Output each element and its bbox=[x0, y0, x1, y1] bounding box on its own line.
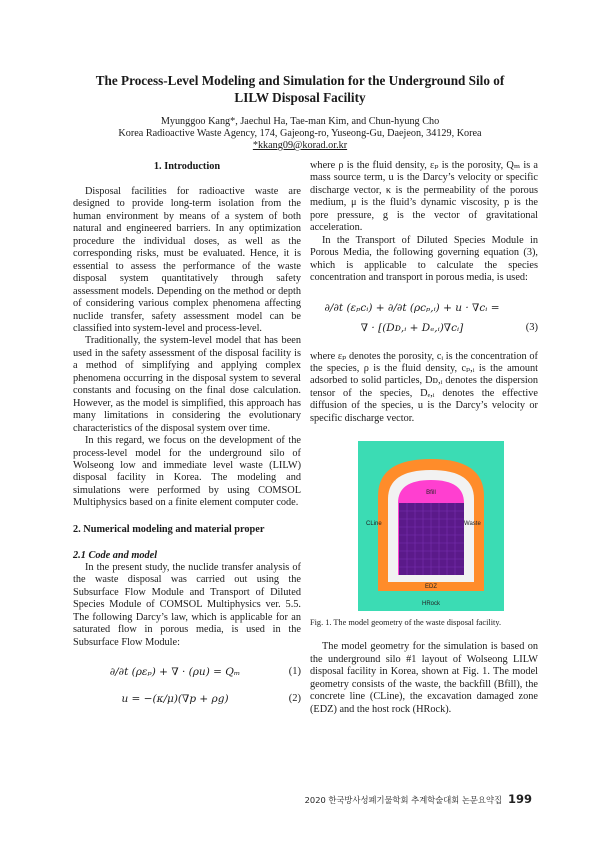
code-paragraph-1: In the present study, the nuclide transfer analysis of the waste disposal was carried out using the Subsurface Flow Module and Transport of Diluted Species Module of COMSOL Multiphysics ver. 5.5. The following Darcy’s law, which is applicable for an saturated flow in porous media, is used in the Subsurface Flow Module: bbox=[73, 561, 301, 648]
equation-3-line-1 bbox=[310, 298, 538, 318]
equation-2 bbox=[73, 689, 301, 709]
label-cline: CLine bbox=[366, 521, 382, 528]
left-column bbox=[73, 160, 301, 709]
equation-3-line-2 bbox=[310, 318, 538, 338]
species-paragraph: where εₚ denotes the porosity, cᵢ is the concentration of the species, ρ is the fluid density, cₚ,ᵢ is the amount adsorbed to solid particles, Dᴅ,ᵢ denotes the dispersion tensor of the species, Dₑ,ᵢ denotes the effective diffusion of the species, u is the Darcy’s velocity or specific discharge vector. bbox=[310, 350, 538, 424]
equation-1-number: (1) bbox=[288, 665, 301, 677]
equation-3-expr-1: ∂/∂t (εₚcᵢ) + ∂/∂t (ρcₚ,ᵢ) + u · ∇cᵢ = bbox=[324, 301, 500, 314]
intro-paragraph-1: Disposal facilities for radioactive waste are designed to provide long-term isolation from the human environment by means of a system of both natural and engineered barriers. In any optimization procedure the individual doses, as well as the corresponding risks, must be evaluated. Hence, it is essential to assess the performance of the waste disposal system quantitatively through safety assessment models. Depending on the method or depth of considering various complex phenomena affecting nuclide transfer, safety assessment model can be classified into system-level and process-level. bbox=[73, 186, 301, 334]
label-hrock: HRock bbox=[421, 601, 441, 608]
section-2-1-heading: 2.1 Code and model bbox=[73, 549, 158, 561]
equation-1-expr: ∂/∂t (ρεₚ) + ∇ · (ρu) = Qₘ bbox=[109, 665, 241, 678]
label-bfill: Bfill bbox=[426, 490, 436, 497]
title-line-1: The Process-Level Modeling and Simulation for the Underground Silo of bbox=[95, 73, 505, 88]
page-number: 199 bbox=[507, 792, 532, 806]
title-line-2: LILW Disposal Facility bbox=[234, 90, 366, 105]
author-names: Myunggoo Kang*, Jaechul Ha, Tae-man Kim, and Chun-hyung Cho bbox=[160, 116, 440, 127]
equation-3-expr-2: ∇ · [(Dᴅ,ᵢ + Dₑ,ᵢ)∇cᵢ] bbox=[360, 321, 464, 334]
silo-geometry-diagram bbox=[358, 441, 504, 611]
author-affiliation: Korea Radioactive Waste Agency, 174, Gajeong-ro, Yuseong-Gu, Daejeon, 34129, Korea bbox=[118, 128, 482, 139]
variables-paragraph: where ρ is the fluid density, εₚ is the porosity, Qₘ is a mass source term, u is the Darcy’s velocity or specific discharge vector, κ is the permeability of the porous medium, μ is the fluid’s dynamic viscosity, p is the pore pressure, g is the vector of gravitational acceleration. bbox=[310, 160, 538, 234]
equation-1 bbox=[73, 662, 301, 682]
page-footer bbox=[305, 792, 532, 806]
footer-text: 2020 한국방사성폐기물학회 추계학술대회 논문요약집 bbox=[304, 795, 502, 805]
section-2-heading: 2. Numerical modeling and material proper bbox=[73, 523, 265, 535]
intro-paragraph-3: In this regard, we focus on the development of the process-level model for the underground silo of Wolseong low and immediate level waste (LILW) disposal facility in Korea. The modeling and simulations were performed by using COMSOL Multiphysics based on a finite element computer code. bbox=[73, 435, 301, 509]
section-1-heading: 1. Introduction bbox=[153, 161, 221, 172]
right-column bbox=[310, 160, 538, 716]
author-block bbox=[60, 116, 540, 152]
figure-1 bbox=[358, 441, 504, 611]
author-email[interactable]: *kkang09@korad.or.kr bbox=[252, 140, 348, 151]
figure-1-caption: Fig. 1. The model geometry of the waste disposal facility. bbox=[310, 618, 502, 628]
paper-title bbox=[60, 72, 540, 106]
waste-region bbox=[399, 503, 464, 575]
label-waste: Waste bbox=[464, 521, 481, 528]
transport-paragraph: In the Transport of Diluted Species Module in Porous Media, the following governing equation (3), which is applicable to calculate the species concentration and transport in porous media, is used: bbox=[310, 234, 538, 284]
geometry-paragraph: The model geometry for the simulation is based on the underground silo #1 layout of Wolseong LILW disposal facility in Korea, shown at Fig. 1. The model geometry consists of the waste, the backfill (Bfill), the concrete line (CLine), the excavation damaged zone (EDZ) and the host rock (HRock). bbox=[310, 641, 538, 715]
intro-paragraph-2: Traditionally, the system-level model that has been used in the safety assessment of the disposal facility is a method of simplifying and applying complex phenomena occurring in the disposal system to several constants and focusing on the final dose calculation. However, as the model is simplified, this approach has many limitations in considering the evolutionary characteristics of the disposal system over time. bbox=[73, 335, 301, 434]
equation-3-number: (3) bbox=[525, 321, 538, 333]
equation-2-expr: u = −(κ/μ)(∇p + ρg) bbox=[121, 692, 229, 705]
label-edz: EDZ bbox=[425, 584, 437, 591]
equation-2-number: (2) bbox=[288, 692, 301, 704]
